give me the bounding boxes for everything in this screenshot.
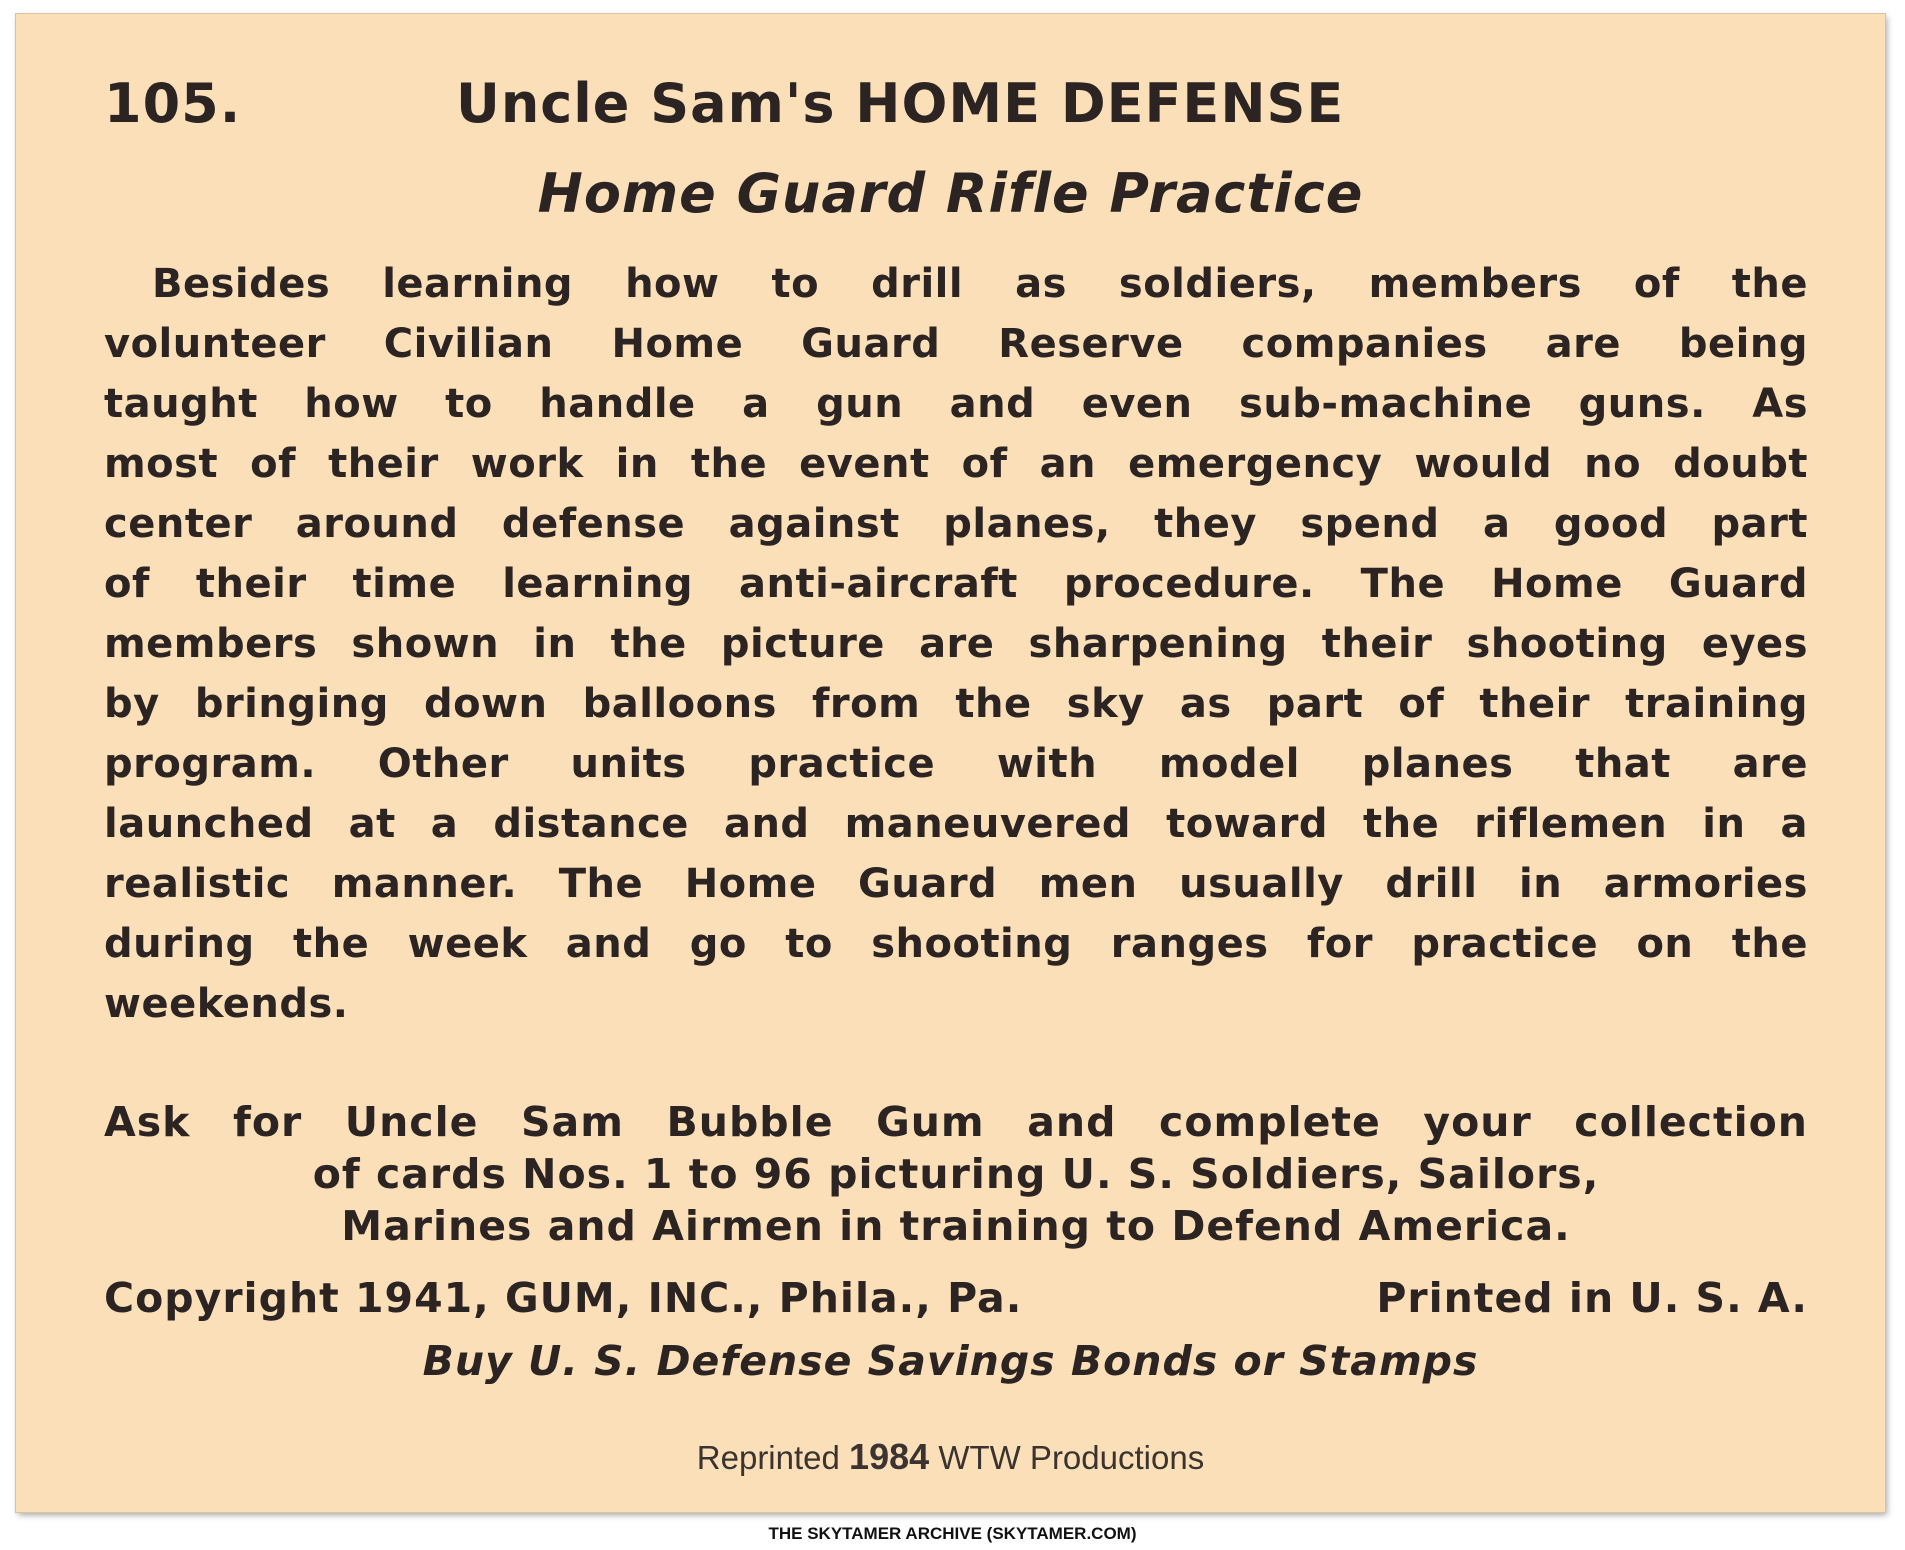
card-title: Uncle Sam's HOME DEFENSE <box>456 72 1345 135</box>
copyright-row <box>104 1268 1808 1328</box>
defense-bonds-slogan: Buy U. S. Defense Savings Bonds or Stamps <box>422 1337 1479 1385</box>
advertisement-line: Marines and Airmen in training to Defend America. <box>341 1202 1571 1250</box>
reprint-notice <box>16 1436 1885 1478</box>
description-line: by bringing down balloons from the sky as part of their training <box>104 681 1808 727</box>
description-line: during the week and go to shooting ranges for practice on the <box>104 921 1808 967</box>
description-line: taught how to handle a gun and even sub-machine guns. As <box>104 381 1808 427</box>
description-line: Besides learning how to drill as soldiers, members of the <box>152 261 1808 307</box>
description-line: most of their work in the event of an emergency would no doubt <box>104 441 1808 487</box>
description-line: launched at a distance and maneuvered toward the riflemen in a <box>104 801 1808 847</box>
copyright-notice: Copyright 1941, GUM, INC., Phila., Pa. <box>104 1274 1023 1322</box>
advertisement-line: of cards Nos. 1 to 96 picturing U. S. Soldiers, Sailors, <box>312 1150 1600 1198</box>
reprint-prefix: Reprinted <box>696 1439 840 1476</box>
archive-credit: THE SKYTAMER ARCHIVE (SKYTAMER.COM) <box>768 1524 1137 1543</box>
card-description <box>104 254 1808 1034</box>
card-number: 105. <box>104 72 242 135</box>
printed-in-notice: Printed in U. S. A. <box>1376 1274 1808 1322</box>
card-subtitle: Home Guard Rifle Practice <box>537 162 1364 225</box>
description-line: members shown in the picture are sharpening their shooting eyes <box>104 621 1808 667</box>
description-line: of their time learning anti-aircraft procedure. The Home Guard <box>104 561 1808 607</box>
description-line: weekends. <box>104 981 349 1027</box>
description-line: volunteer Civilian Home Guard Reserve companies are being <box>104 321 1808 367</box>
description-line: center around defense against planes, they spend a good part <box>104 501 1808 547</box>
trading-card-back <box>16 14 1885 1512</box>
reprint-publisher: WTW Productions <box>938 1439 1205 1476</box>
description-line: realistic manner. The Home Guard men usually drill in armories <box>104 861 1808 907</box>
advertisement-line: Ask for Uncle Sam Bubble Gum and complete your collection <box>104 1098 1808 1146</box>
gum-advertisement <box>104 1096 1808 1252</box>
description-line: program. Other units practice with model planes that are <box>104 741 1808 787</box>
reprint-year: 1984 <box>849 1436 930 1477</box>
